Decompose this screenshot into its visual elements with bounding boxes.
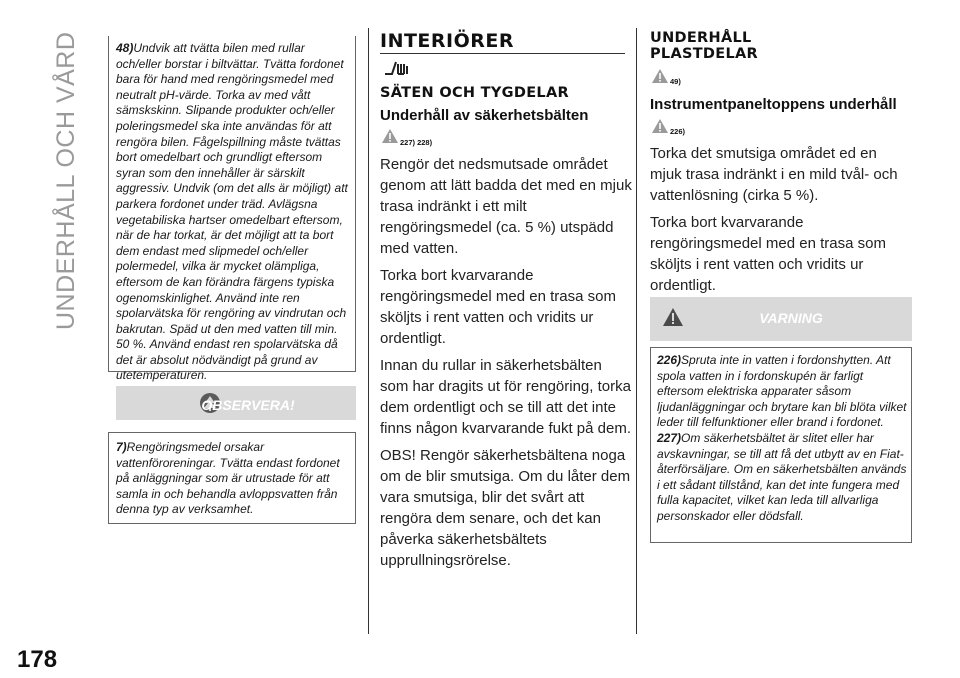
paragraph: Rengör det nedsmutsade området genom att lätt badda det med en mjuk trasa indränkt i ett milt rengöringsmedel (ca. 5 %) utspädd med vatten. <box>380 156 632 257</box>
ref-number: 226) <box>670 127 686 136</box>
side-chapter-title: UNDERHÅLL OCH VÅRD <box>52 31 80 330</box>
heading-interiorer: INTERIÖRER <box>380 30 515 52</box>
paragraph: Innan du rullar in säkerhetsbälten som har dragits ut för rengöring, torka dem ordentligt och se till att det inte finns någon kvarvarande fukt på dem. <box>380 357 631 437</box>
page-number: 178 <box>17 646 58 673</box>
warning-text: Spruta inte in vatten i fordonshytten. Att spola vatten in i fordonskupén är farligt eftersom elektriska apparater såsom ljudanläggningar och brytare kan bli blöta vilket leder till felfunktioner eller brand i fordonet. <box>657 353 907 430</box>
warning-ref: 227) <box>657 430 682 445</box>
warning-triangle-icon <box>651 68 669 84</box>
seat-icon <box>382 60 412 76</box>
note-ref: 7) <box>116 440 127 454</box>
varning-label: VARNING <box>759 310 823 326</box>
heading-underline <box>380 53 625 54</box>
paragraph: Torka det smutsiga området ed en mjuk trasa indränkt i en mild tvål- och vattenlösning (cirka 5 %). <box>650 145 898 204</box>
note-text: Rengöringsmedel orsakar vattenföroreningar. Tvätta endast fordonet på anläggningar som är utrustade för att samla in och behandla avloppsvatten från denna typ av verksamhet. <box>116 440 340 517</box>
column-divider-1 <box>368 28 369 634</box>
ref-number: 49) <box>670 77 681 86</box>
body-text-dashboard <box>650 143 912 302</box>
column-divider-2 <box>636 28 637 634</box>
body-text-belts <box>380 154 632 577</box>
warning-triangle-icon <box>651 118 669 134</box>
heading-underhall-line1: UNDERHÅLL <box>650 30 752 46</box>
observera-header <box>116 386 356 420</box>
note-box-48 <box>108 36 356 383</box>
paragraph: OBS! Rengör säkerhetsbältena noga om de blir smutsiga. Om du låter dem vara smutsiga, blir det svårt att rengöra dem senare, och det kan påverka säkerhetsbältets upprullningsrörelse. <box>380 447 631 569</box>
subheading-saten: SÄTEN OCH TYGDELAR <box>380 85 569 101</box>
paragraph: Torka bort kvarvarande rengöringsmedel med en trasa som sköljts i rent vatten och vridits ur ordentligt. <box>650 214 886 294</box>
warning-triangle-icon <box>381 128 399 144</box>
paragraph: Torka bort kvarvarande rengöringsmedel med en trasa som sköljts i rent vatten och vridits ur ordentligt. <box>380 267 616 347</box>
warning-text: Om säkerhetsbältet är slitet eller har avskavningar, se till att få det utbytt av en Fiat-återförsäljare. Om en säkerhetsbälten används i ett sådant tillstånd, kan det inte fungera med fulla kapacitet, vilket kan leda till allvarliga personskador eller dödsfall. <box>657 430 907 523</box>
section-title-dashboard: Instrumentpaneltoppens underhåll <box>650 96 897 113</box>
note-ref: 48) <box>116 41 134 55</box>
observera-label: OBSERVERA! <box>201 397 295 413</box>
warning-box <box>650 347 912 543</box>
ref-numbers: 227) 228) <box>400 138 433 147</box>
note-text: Undvik att tvätta bilen med rullar och/eller borstar i biltvättar. Tvätta fordonet bara för hand med rengöringsmedel med neutralt pH-värde. Torka av med vått sämskskinn. Slipande produkter och/eller poleringsmedel ska inte användas för att rengöra bilen. Fågelspillning måste tvättas bort omedelbart och grundligt eftersom syran som den innehåller är särskilt aggressiv. Undvik (om det alls är möjligt) att parkera fordonet under träd. Avlägsna vegetabiliska hartser omedelbart eftersom, när de har torkat, är det möjligt att ta bort dem endast med slipmedel och/eller polermedel, vilka är mycket olämpliga, eftersom de kan förändra färgens typiska ogenomskinlighet. Använd inte ren spolarvätska för rengöring av vindrutan och bakrutan. Späd ut den med vatten till min. 50 %. Använd endast ren spolarvätska då det är absolut nödvändigt på grund av utetemperaturen. <box>116 41 348 383</box>
note-box-7 <box>108 432 356 524</box>
section-title-belts: Underhåll av säkerhetsbälten <box>380 107 589 124</box>
heading-underhall-line2: PLASTDELAR <box>650 46 758 62</box>
varning-header <box>650 297 912 341</box>
warning-ref: 226) <box>657 353 682 367</box>
